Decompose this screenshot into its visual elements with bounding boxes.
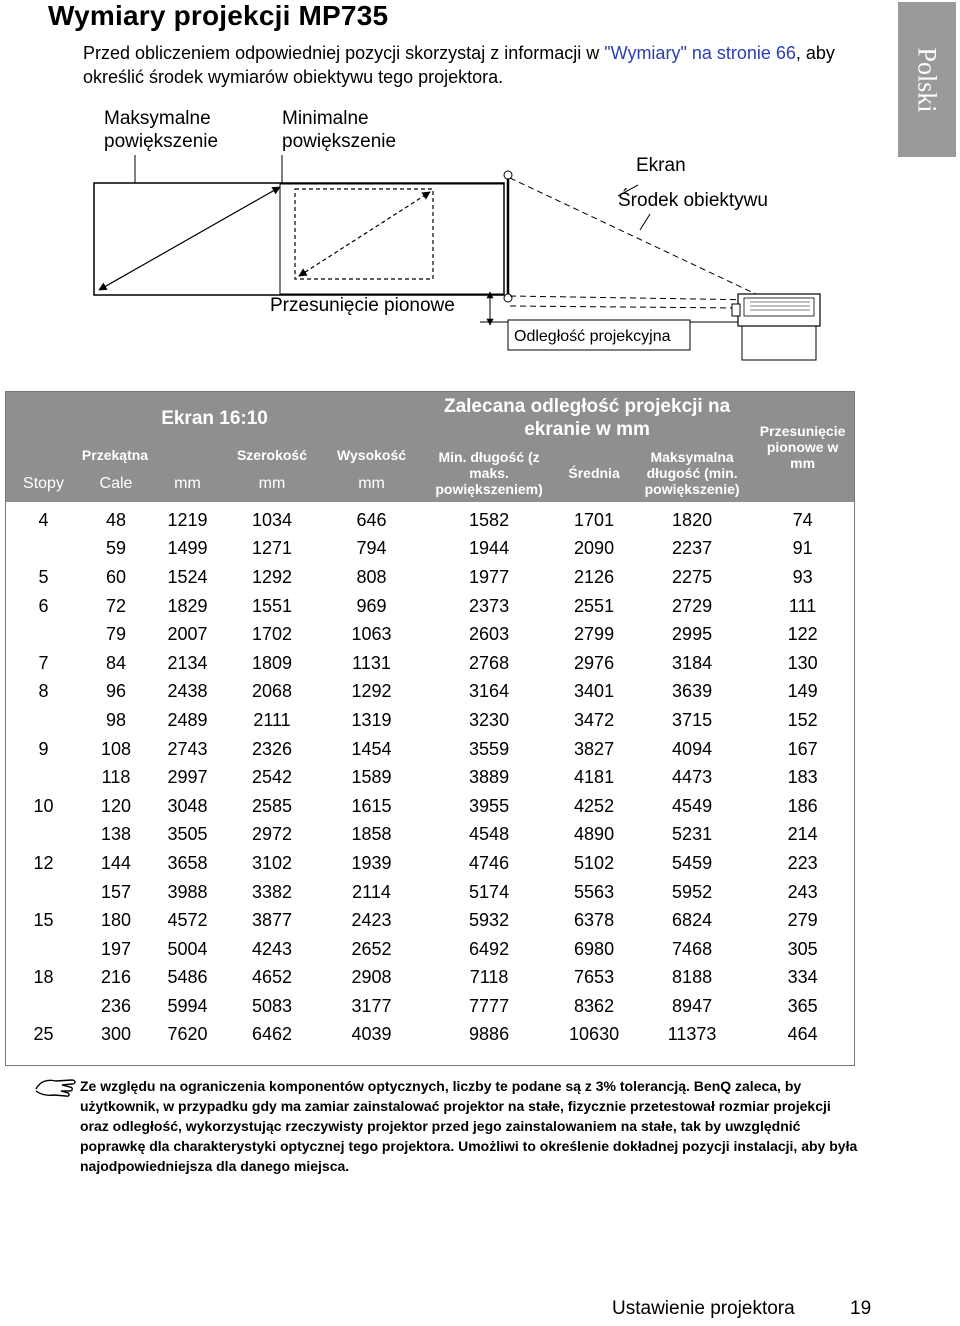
header-height: Wysokość xyxy=(320,444,423,466)
cell-max-length: 2995 xyxy=(672,624,713,645)
cell-max-length: 8188 xyxy=(672,967,713,988)
cell-height-mm: 794 xyxy=(356,538,387,559)
table-row xyxy=(6,735,854,764)
cell-height-mm: 4039 xyxy=(351,1024,392,1045)
cell-vertical-offset: 223 xyxy=(787,852,818,873)
cell-inches: 72 xyxy=(105,595,127,616)
table-row xyxy=(6,706,854,735)
cell-average: 3401 xyxy=(574,681,615,702)
intro-text-before: Przed obliczeniem odpowiedniej pozycji skorzystaj z informacji w xyxy=(83,43,605,63)
cell-feet xyxy=(6,935,81,964)
cell-vertical-offset: 464 xyxy=(787,1024,818,1045)
cell-diagonal-mm: 1219 xyxy=(167,509,208,530)
cell-vertical-offset: 334 xyxy=(787,967,818,988)
cell-inches: 236 xyxy=(100,995,132,1016)
cell-inches: 118 xyxy=(101,767,131,788)
cell-height-mm: 2908 xyxy=(351,967,392,988)
cell-width-mm: 2585 xyxy=(251,795,293,816)
table-row xyxy=(6,878,854,907)
cell-vertical-offset: 243 xyxy=(787,881,818,902)
cell-min-length: 2768 xyxy=(469,652,510,673)
footer-section: Ustawienie projektora xyxy=(612,1298,795,1319)
cell-min-length: 3889 xyxy=(469,767,510,788)
table-row xyxy=(6,563,854,592)
cell-average: 5102 xyxy=(574,852,615,873)
cell-vertical-offset: 130 xyxy=(787,652,818,673)
cell-diagonal-mm: 2007 xyxy=(167,624,208,645)
header-mm-diagonal: mm xyxy=(151,466,224,502)
header-average: Średnia xyxy=(555,444,633,502)
projector-icon xyxy=(732,294,820,360)
header-screen-group: Ekran 16:10 xyxy=(6,392,423,444)
cell-average: 3827 xyxy=(574,738,615,759)
cell-average: 4890 xyxy=(574,824,615,845)
cell-diagonal-mm: 2134 xyxy=(167,652,208,673)
header-feet: Stopy xyxy=(6,466,81,502)
cell-inches: 96 xyxy=(105,681,127,702)
cell-max-length: 11373 xyxy=(667,1024,717,1045)
cell-height-mm: 808 xyxy=(356,566,387,587)
table-row xyxy=(6,592,854,621)
cell-height-mm: 1615 xyxy=(351,795,392,816)
cell-vertical-offset: 183 xyxy=(787,767,818,788)
cell-average: 8362 xyxy=(574,995,615,1016)
cell-max-length: 3715 xyxy=(672,709,713,730)
cell-feet: 9 xyxy=(38,738,49,759)
cell-width-mm: 1809 xyxy=(251,652,293,673)
note-hand-icon xyxy=(34,1075,78,1099)
cell-height-mm: 1292 xyxy=(351,681,392,702)
cell-min-length: 5174 xyxy=(469,881,510,902)
cell-average: 6980 xyxy=(574,938,615,959)
cell-inches: 59 xyxy=(105,538,127,559)
cell-diagonal-mm: 1829 xyxy=(167,595,208,616)
cell-diagonal-mm: 2743 xyxy=(167,738,208,759)
cell-average: 2126 xyxy=(574,566,615,587)
header-distance-group: Zalecana odległość projekcji na ekranie w mm xyxy=(423,392,751,444)
cell-feet: 25 xyxy=(33,1024,54,1045)
label-vertical-offset: Przesunięcie pionowe xyxy=(270,295,455,316)
cell-vertical-offset: 214 xyxy=(787,824,818,845)
cell-feet: 15 xyxy=(33,910,54,931)
cell-width-mm: 2111 xyxy=(253,709,291,730)
cell-average: 2090 xyxy=(574,538,615,559)
cell-max-length: 5459 xyxy=(672,852,713,873)
cell-height-mm: 1063 xyxy=(351,624,392,645)
cell-feet: 6 xyxy=(38,595,49,616)
cell-max-length: 1820 xyxy=(672,509,713,530)
cell-height-mm: 2423 xyxy=(351,910,392,931)
cell-average: 3472 xyxy=(574,709,615,730)
cell-width-mm: 5083 xyxy=(251,995,293,1016)
cell-feet xyxy=(6,620,81,649)
cell-vertical-offset: 93 xyxy=(792,566,813,587)
cell-feet: 12 xyxy=(33,852,54,873)
cell-height-mm: 646 xyxy=(356,509,387,530)
cell-average: 6378 xyxy=(574,910,615,931)
cell-height-mm: 2652 xyxy=(351,938,392,959)
table-row xyxy=(6,964,854,993)
cell-vertical-offset: 279 xyxy=(787,910,818,931)
table-row xyxy=(6,935,854,964)
cell-max-length: 4094 xyxy=(672,738,713,759)
cell-vertical-offset: 365 xyxy=(787,995,818,1016)
cell-diagonal-mm: 5004 xyxy=(167,938,208,959)
language-tab-label: Polski xyxy=(913,46,942,113)
cell-min-length: 1944 xyxy=(469,538,510,559)
cell-inches: 300 xyxy=(100,1024,132,1045)
cell-feet xyxy=(6,821,81,850)
cell-vertical-offset: 91 xyxy=(792,538,813,559)
cell-feet: 8 xyxy=(38,681,49,702)
cell-inches: 84 xyxy=(105,652,127,673)
cell-width-mm: 1551 xyxy=(251,595,293,616)
cell-diagonal-mm: 3505 xyxy=(167,824,208,845)
page-title: Wymiary projekcji MP735 xyxy=(48,0,389,31)
cell-diagonal-mm: 1524 xyxy=(167,566,208,587)
cell-average: 2551 xyxy=(574,595,615,616)
cell-average: 5563 xyxy=(574,881,615,902)
cell-inches: 157 xyxy=(100,881,132,902)
cell-feet xyxy=(6,763,81,792)
label-max-zoom: Maksymalne powiększenie xyxy=(104,108,219,152)
cell-min-length: 3559 xyxy=(469,738,510,759)
label-min-zoom: Minimalne powiększenie xyxy=(282,108,397,152)
header-offset: Przesunięcie pionowe w mm xyxy=(751,392,854,502)
cell-min-length: 5932 xyxy=(469,910,510,931)
cell-width-mm: 3877 xyxy=(251,910,293,931)
cell-diagonal-mm: 5486 xyxy=(167,967,208,988)
header-width: Szerokość xyxy=(224,444,320,466)
table-row xyxy=(6,535,854,564)
cell-vertical-offset: 186 xyxy=(787,795,818,816)
cell-width-mm: 2326 xyxy=(251,738,293,759)
cell-max-length: 3639 xyxy=(672,681,713,702)
table-row xyxy=(6,1021,854,1050)
cell-average: 2799 xyxy=(574,624,615,645)
cell-max-length: 2729 xyxy=(672,595,713,616)
cell-min-length: 3230 xyxy=(469,709,510,730)
cell-min-length: 1977 xyxy=(469,566,510,587)
cell-width-mm: 1292 xyxy=(251,566,293,587)
header-max-length: Maksymalna długość (min. powiększenie) xyxy=(633,444,751,502)
cell-inches: 108 xyxy=(100,738,132,759)
cell-min-length: 2603 xyxy=(469,624,510,645)
cell-vertical-offset: 167 xyxy=(787,738,818,759)
table-row xyxy=(6,649,854,678)
table-row xyxy=(6,620,854,649)
cell-inches: 98 xyxy=(105,709,127,730)
cell-min-length: 3164 xyxy=(469,681,510,702)
cell-height-mm: 969 xyxy=(356,595,387,616)
table-row xyxy=(6,906,854,935)
cell-diagonal-mm: 2489 xyxy=(167,709,208,730)
label-screen: Ekran xyxy=(636,155,686,176)
cell-min-length: 7118 xyxy=(469,967,509,988)
table-row xyxy=(6,849,854,878)
cell-max-length: 8947 xyxy=(672,995,713,1016)
cell-inches: 144 xyxy=(100,852,132,873)
table-row xyxy=(6,821,854,850)
projection-table xyxy=(5,391,855,1066)
cell-min-length: 6492 xyxy=(469,938,510,959)
cell-inches: 138 xyxy=(100,824,132,845)
note-text: Ze względu na ograniczenia komponentów optycznych, liczby te podane są z 3% tolerancją. BenQ zaleca, by użytkownik, w przypadku gdy ma zamiar zainstalować projektor na stałe, fizycznie przetestował rozmiar projekcji oraz odległość, wykorzystując rzeczywisty projektor przed jego zainstalowaniem na stałe, tak by uwzględnić poprawkę dla charakterystyki optycznej tego projektora. Umożliwi to określenie dokładnej pozycji instalacji, aby była najodpowiedniejsza dla danego miejsca. xyxy=(80,1078,858,1174)
header-diagonal: Przekątna xyxy=(6,444,224,466)
cell-height-mm: 1858 xyxy=(351,824,392,845)
cell-min-length: 2373 xyxy=(469,595,510,616)
cell-average: 7653 xyxy=(574,967,615,988)
header-inches: Cale xyxy=(81,466,151,502)
cell-feet: 18 xyxy=(33,967,54,988)
cell-diagonal-mm: 3048 xyxy=(167,795,208,816)
intro-link[interactable]: "Wymiary" na stronie 66 xyxy=(604,43,796,63)
cell-min-length: 9886 xyxy=(469,1024,510,1045)
cell-width-mm: 1702 xyxy=(251,624,293,645)
cell-inches: 79 xyxy=(105,624,127,645)
cell-diagonal-mm: 7620 xyxy=(167,1024,208,1045)
cell-feet: 5 xyxy=(38,566,49,587)
cell-vertical-offset: 305 xyxy=(787,938,818,959)
cell-feet xyxy=(6,706,81,735)
header-mm-width: mm xyxy=(224,466,320,502)
cell-max-length: 3184 xyxy=(672,652,713,673)
cell-inches: 120 xyxy=(100,795,132,816)
cell-width-mm: 4652 xyxy=(251,967,293,988)
cell-max-length: 5231 xyxy=(672,824,713,845)
cell-height-mm: 1589 xyxy=(351,767,392,788)
cell-feet: 10 xyxy=(33,795,54,816)
max-zoom-screen xyxy=(94,183,504,295)
table-row xyxy=(6,678,854,707)
cell-feet: 4 xyxy=(38,509,49,530)
cell-max-length: 4473 xyxy=(672,767,713,788)
cell-inches: 48 xyxy=(105,509,127,530)
intro-text-after: , aby określić środek wymiarów obiektywu tego projektora. xyxy=(83,43,835,87)
cell-diagonal-mm: 5994 xyxy=(167,995,208,1016)
cell-max-length: 2275 xyxy=(672,566,713,587)
cell-min-length: 3955 xyxy=(469,795,510,816)
cell-feet xyxy=(6,535,81,564)
cell-vertical-offset: 149 xyxy=(787,681,818,702)
cell-diagonal-mm: 3658 xyxy=(167,852,208,873)
cell-width-mm: 3382 xyxy=(251,881,293,902)
cell-inches: 60 xyxy=(105,566,127,587)
cell-inches: 216 xyxy=(100,967,132,988)
cell-width-mm: 2542 xyxy=(251,767,293,788)
cell-width-mm: 1034 xyxy=(251,509,293,530)
cell-feet xyxy=(6,878,81,907)
header-min-length: Min. długość (z maks. powiększeniem) xyxy=(423,444,555,502)
cell-vertical-offset: 152 xyxy=(787,709,818,730)
cell-height-mm: 3177 xyxy=(351,995,392,1016)
cell-diagonal-mm: 2438 xyxy=(167,681,208,702)
footer-page-number: 19 xyxy=(850,1298,872,1319)
cell-diagonal-mm: 4572 xyxy=(167,910,208,931)
cell-width-mm: 6462 xyxy=(251,1024,293,1045)
table-row xyxy=(6,792,854,821)
table-row xyxy=(6,763,854,792)
table-row xyxy=(6,992,854,1021)
cell-max-length: 7468 xyxy=(672,938,713,959)
cell-min-length: 1582 xyxy=(469,509,510,530)
cell-height-mm: 1131 xyxy=(352,652,391,673)
table-row xyxy=(6,502,854,535)
cell-height-mm: 1939 xyxy=(351,852,392,873)
cell-max-length: 2237 xyxy=(672,538,713,559)
cell-feet xyxy=(6,992,81,1021)
cell-inches: 180 xyxy=(100,910,132,931)
header-mm-height: mm xyxy=(320,466,423,502)
cell-diagonal-mm: 3988 xyxy=(167,881,208,902)
cell-height-mm: 1454 xyxy=(351,738,392,759)
cell-inches: 197 xyxy=(100,938,132,959)
cell-width-mm: 4243 xyxy=(251,938,293,959)
cell-width-mm: 1271 xyxy=(251,538,293,559)
cell-average: 2976 xyxy=(574,652,615,673)
cell-max-length: 5952 xyxy=(672,881,713,902)
cell-width-mm: 2068 xyxy=(251,681,293,702)
cell-max-length: 4549 xyxy=(672,795,713,816)
cell-max-length: 6824 xyxy=(672,910,713,931)
cell-vertical-offset: 74 xyxy=(792,509,813,530)
label-lens-center: Środek obiektywu xyxy=(618,190,768,211)
label-projection-distance: Odległość projekcyjna xyxy=(514,325,671,348)
cell-min-length: 4746 xyxy=(469,852,510,873)
cell-average: 10630 xyxy=(569,1024,620,1045)
cell-height-mm: 1319 xyxy=(351,709,392,730)
cell-min-length: 4548 xyxy=(469,824,510,845)
cell-height-mm: 2114 xyxy=(352,881,391,902)
cell-min-length: 7777 xyxy=(469,995,510,1016)
cell-vertical-offset: 122 xyxy=(787,624,818,645)
cell-width-mm: 2972 xyxy=(251,824,293,845)
cell-diagonal-mm: 2997 xyxy=(167,767,208,788)
cell-diagonal-mm: 1499 xyxy=(167,538,208,559)
cell-vertical-offset: 111 xyxy=(788,595,817,616)
cell-width-mm: 3102 xyxy=(251,852,293,873)
cell-average: 1701 xyxy=(574,509,615,530)
cell-average: 4252 xyxy=(574,795,615,816)
cell-feet: 7 xyxy=(38,652,49,673)
cell-average: 4181 xyxy=(574,767,615,788)
projection-diagram xyxy=(0,0,960,380)
